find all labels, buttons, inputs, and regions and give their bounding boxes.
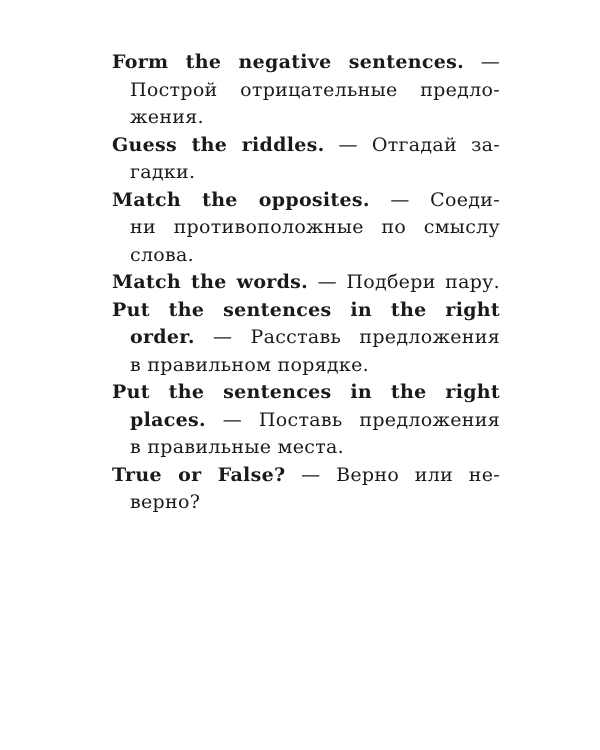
english-phrase: order. — [130, 326, 195, 348]
entry-line — [112, 214, 500, 242]
entry-line — [112, 407, 500, 435]
entry-line — [112, 104, 500, 132]
english-phrase: places. — [130, 408, 206, 431]
russian-translation: — Подбери пару. — [308, 271, 500, 293]
russian-translation: — Отгадай за- — [324, 133, 500, 156]
russian-translation: — — [464, 51, 501, 73]
entry-line — [112, 352, 500, 380]
glossary-entry — [112, 462, 500, 517]
entry-line — [112, 242, 500, 270]
english-phrase: Guess the riddles. — [112, 133, 325, 156]
glossary-entry — [112, 187, 500, 270]
russian-translation: ни противоположные по смыслу — [130, 216, 500, 238]
entry-line — [112, 159, 500, 187]
english-phrase: Put the sentences in the right — [112, 381, 500, 403]
english-phrase: Form the negative sentences. — [112, 51, 465, 73]
glossary-page — [112, 49, 500, 517]
russian-translation: гадки. — [130, 161, 196, 183]
entry-line — [112, 324, 500, 352]
entry-line — [112, 379, 500, 407]
entry-line — [112, 187, 500, 215]
glossary-entry — [112, 297, 500, 380]
russian-translation: — Расставь предложения — [194, 326, 500, 348]
russian-translation: — Соеди- — [369, 188, 500, 211]
russian-translation: в правильные места. — [130, 436, 344, 458]
entry-line — [112, 462, 500, 490]
russian-translation: Построй отрицательные предло- — [130, 78, 500, 101]
entry-line — [112, 489, 500, 517]
russian-translation: слова. — [130, 243, 195, 266]
english-phrase: Put the sentences in the right — [112, 298, 500, 321]
english-phrase: Match the words. — [112, 271, 309, 293]
glossary-entry — [112, 269, 500, 297]
glossary-entry — [112, 379, 500, 462]
entry-line — [112, 297, 500, 325]
russian-translation: верно? — [130, 491, 201, 513]
glossary-entry — [112, 132, 500, 187]
russian-translation: в правильном порядке. — [130, 353, 369, 376]
entry-line — [112, 434, 500, 462]
russian-translation: жения. — [130, 106, 204, 128]
entry-line — [112, 132, 500, 160]
entry-line — [112, 49, 500, 77]
entry-line — [112, 77, 500, 105]
russian-translation: — Верно или не- — [285, 463, 500, 486]
glossary-entry — [112, 49, 500, 132]
entry-line — [112, 269, 500, 297]
russian-translation: — Поставь предложения — [205, 408, 500, 431]
english-phrase: Match the opposites. — [112, 188, 370, 211]
english-phrase: True or False? — [112, 463, 286, 486]
